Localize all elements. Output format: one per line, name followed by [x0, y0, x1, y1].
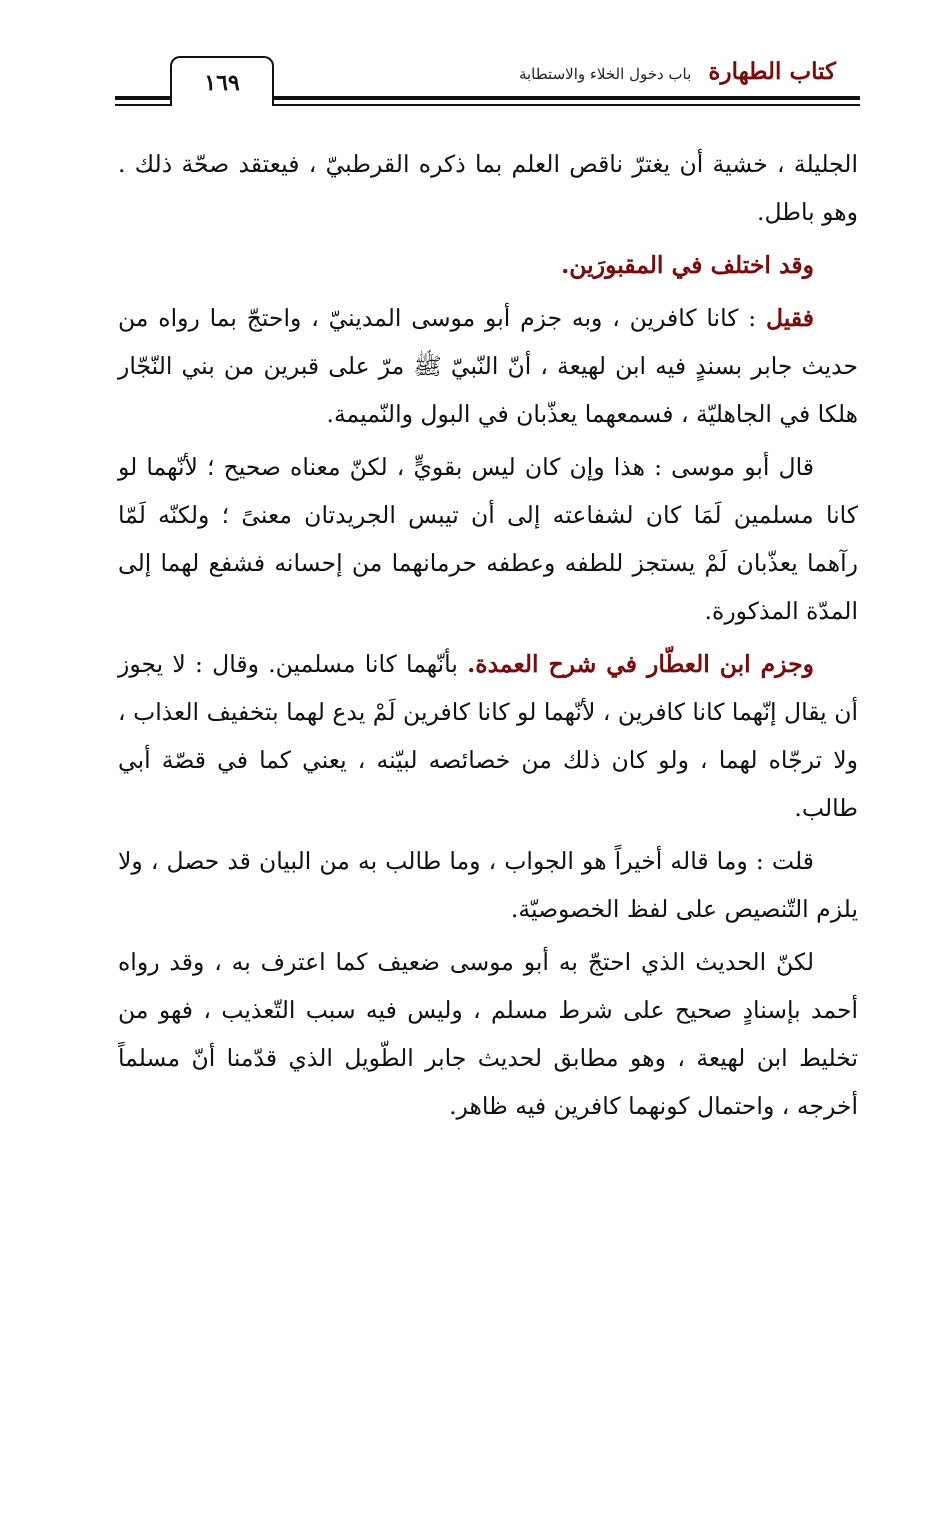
chapter-title: باب دخول الخلاء والاستطابة: [518, 65, 692, 83]
paragraph-lead: فقيل: [765, 304, 814, 332]
paragraph-text: : كانا كافرين ، وبه جزم أبو موسى المدينيّ ، واحتجّ بما رواه من حديث جابر بسندٍ فيه ابن لهيعة ، أنّ النّبيّ ﷺ مرّ على قبرين من بني النّجّار هلكا في الجاهليّة ، فسمعهما يعذّبان في البول والنّميمة.: [118, 304, 858, 428]
paragraph-continuation: الجليلة ، خشية أن يغترّ ناقص العلم بما ذكره القرطبيّ ، فيعتقد صحّة ذلك . وهو باطل.: [118, 150, 858, 226]
running-head: [519, 58, 836, 85]
page-number: ١٦٩: [170, 56, 274, 106]
paragraph-lead: وجزم ابن العطّار في شرح العمدة.: [467, 650, 814, 678]
paragraph-ibn-al-attar: [118, 640, 858, 832]
paragraph-text: بأنّهما كانا مسلمين. وقال : لا يجوز أن يقال إنّهما كانا كافرين ، لأنّهما لو كانا كافرين لَمْ يدع لهما بتخفيف العذاب ، ولا ترجّاه لهما ، ولو كان ذلك من خصائصه لبيّنه ، يعني كما في قصّة أبي طالب.: [118, 650, 859, 822]
paragraph-abu-musa: قال أبو موسى : هذا وإن كان ليس بقويٍّ ، لكنّ معناه صحيح ؛ لأنّهما لو كانا مسلمين لَمَا كان لشفاعته إلى أن تيبس الجريدتان معنىً ؛ ولكنّه لَمّا رآهما يعذّبان لَمْ يستجز للطفه وعطفه حرمانهما من إحسانه فشفع لهما إلى المدّة المذكورة.: [118, 453, 858, 625]
section-heading: وقد اختلف في المقبورَين.: [561, 251, 814, 279]
paragraph-response: قلت : وما قاله أخيراً هو الجواب ، وما طالب به من البيان قد حصل ، ولا يلزم التّنصيص على لفظ الخصوصيّة.: [118, 847, 858, 923]
book-title: كتاب الطهارة: [708, 58, 836, 85]
page-header: [115, 52, 860, 112]
paragraph-conclusion: لكنّ الحديث الذي احتجّ به أبو موسى ضعيف كما اعترف به ، وقد رواه أحمد بإسنادٍ صحيح على شرط مسلم ، وليس فيه سبب التّعذيب ، فهو من تخليط ابن لهيعة ، وهو مطابق لحديث جابر الطّويل الذي قدّمنا أنّ مسلماً أخرجه ، واحتمال كونهما كافرين فيه ظاهر.: [118, 948, 858, 1120]
paragraph-first-opinion: [118, 294, 858, 438]
page-body: [118, 140, 858, 1135]
